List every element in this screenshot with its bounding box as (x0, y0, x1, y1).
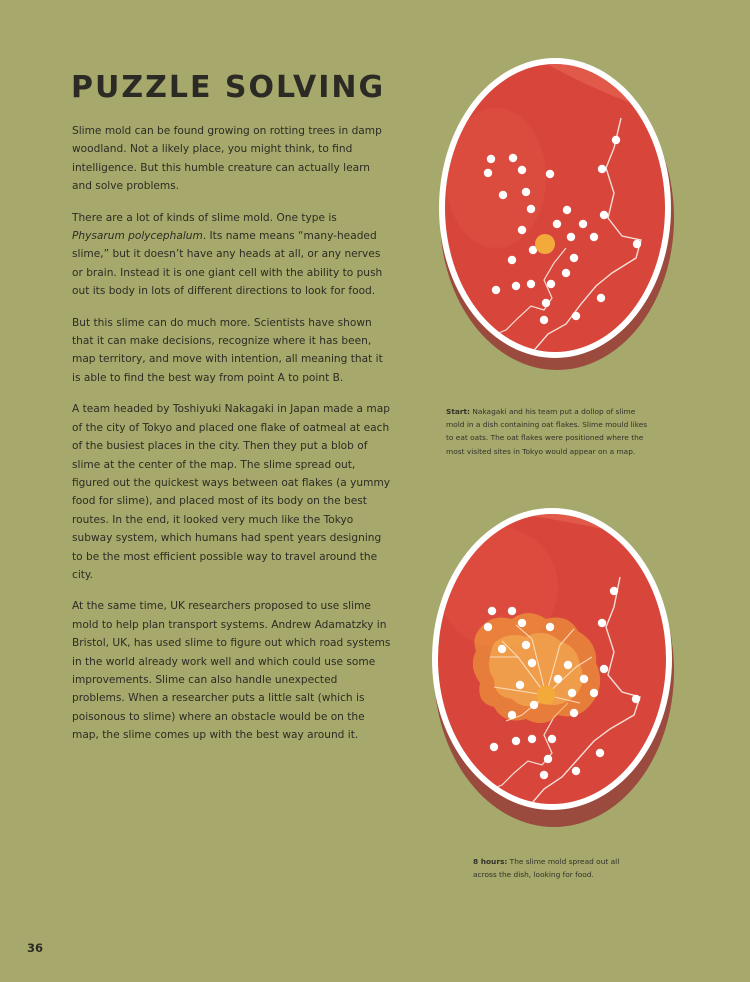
caption-start-text: Nakagaki and his team put a dollop of slime mold in a dish containing oat flakes. Slime mould likes to eat oats. The oat flakes were positioned where the most visited sites in Tokyo would appear on a map. (446, 407, 648, 456)
petri-dish-8-hours-illustration (428, 507, 676, 835)
caption-start-label: Start: (446, 407, 470, 416)
paragraph-physarum-end: . Its name means “many-headed slime,” but it doesn’t have any heads at all, or any nerves or brain. Instead it is one giant cell with the ability to push out its body in lots of different directions to look for food. (72, 230, 383, 298)
page-title: PUZZLE SOLVING (71, 70, 386, 105)
paragraph-uk-research: At the same time, UK researchers proposed to use slime mold to help plan transport systems. Andrew Adamatzky in Bristol, UK, has used slime to figure out which road systems in the world already work well and which could use some improvements. Slime can also handle unexpected problems. When a researcher puts a little salt (which is poisonous to slime) where an obstacle would be on the map, the slime comes up with the best way around it. (72, 600, 391, 742)
slime-blob (535, 234, 555, 254)
caption-8-hours (473, 855, 633, 881)
paragraph-physarum (72, 209, 392, 301)
caption-start (446, 405, 656, 458)
caption-8-hours-label: 8 hours: (473, 857, 508, 866)
paragraph-abilities: But this slime can do much more. Scientists have shown that it can make decisions, recognize where it has been, map territory, and move with intention, all meaning that it is able to find the best way from point A to point B. (72, 316, 383, 384)
caption-8-hours-text: The slime mold spread out all across the dish, looking for food. (473, 857, 620, 880)
paragraph-intro: Slime mold can be found growing on rotting trees in damp woodland. Not a likely place, you might think, to find intelligence. But this humble creature can actually learn and solve problems. (72, 125, 382, 193)
species-name: Physarum polycephalum (72, 230, 203, 243)
petri-dish-8-hours (428, 507, 676, 835)
article-body (72, 122, 392, 758)
slime-blob (537, 686, 556, 705)
petri-dish-start (436, 58, 674, 380)
petri-dish-start-illustration (436, 58, 674, 380)
paragraph-tokyo-experiment: A team headed by Toshiyuki Nakagaki in Japan made a map of the city of Tokyo and placed one flake of oatmeal at each of the busiest places in the city. Then they put a blob of slime at the center of the map. The slime spread out, figured out the quickest ways between oat flakes (a yummy food for slime), and placed most of its body on the best routes. In the end, it looked very much like the Tokyo subway system, which humans had spent years designing to be the most efficient possible way to travel around the city. (72, 403, 391, 581)
paragraph-physarum-start: There are a lot of kinds of slime mold. One type is (72, 211, 337, 224)
page-number: 36 (27, 941, 44, 955)
